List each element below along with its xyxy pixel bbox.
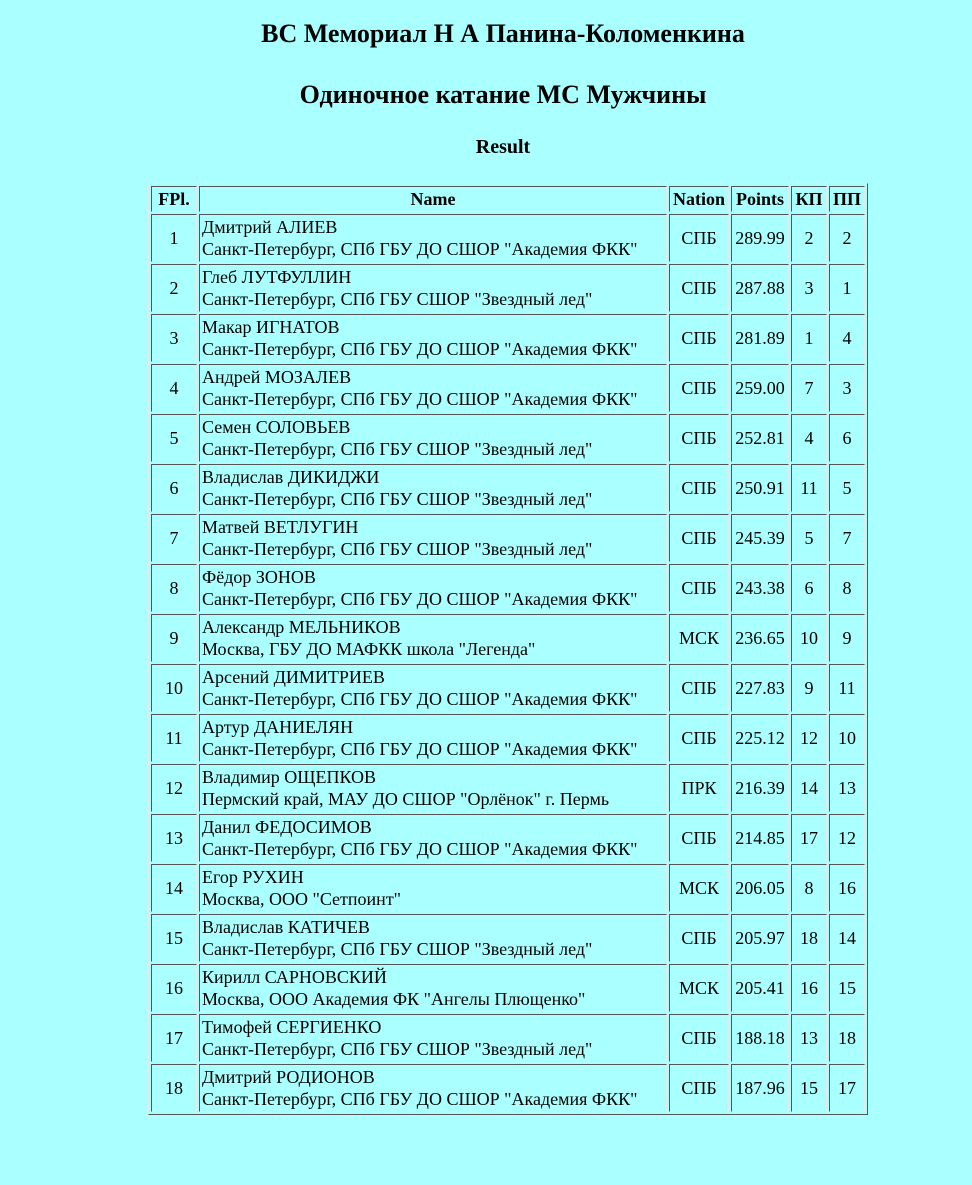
skater-name: Глеб ЛУТФУЛЛИН (202, 267, 352, 287)
pp-cell: 10 (829, 714, 865, 762)
table-row (151, 364, 865, 412)
nation-cell: СПБ (669, 814, 729, 862)
name-cell (199, 564, 667, 612)
place-cell: 18 (151, 1064, 197, 1112)
points-cell: 227.83 (731, 664, 789, 712)
nation-cell: СПБ (669, 314, 729, 362)
nation-cell: СПБ (669, 464, 729, 512)
skater-club: Пермский край, МАУ ДО СШОР "Орлёнок" г. Пермь (202, 789, 610, 809)
pp-cell: 8 (829, 564, 865, 612)
table-row (151, 514, 865, 562)
place-cell: 2 (151, 264, 197, 312)
skater-club: Санкт-Петербург, СПб ГБУ ДО СШОР "Академия ФКК" (202, 1089, 638, 1109)
column-header-fpl: FPl. (151, 186, 197, 212)
table-row (151, 614, 865, 662)
column-header-nation: Nation (669, 186, 729, 212)
place-cell: 16 (151, 964, 197, 1012)
pp-cell: 12 (829, 814, 865, 862)
name-cell (199, 1014, 667, 1062)
points-cell: 187.96 (731, 1064, 789, 1112)
skater-name: Данил ФЕДОСИМОВ (202, 817, 372, 837)
kp-cell: 13 (791, 1014, 827, 1062)
kp-cell: 7 (791, 364, 827, 412)
points-cell: 259.00 (731, 364, 789, 412)
skater-club: Санкт-Петербург, СПб ГБУ СШОР "Звездный лед" (202, 489, 593, 509)
skater-club: Санкт-Петербург, СПб ГБУ ДО СШОР "Академия ФКК" (202, 739, 638, 759)
skater-club: Санкт-Петербург, СПб ГБУ ДО СШОР "Академия ФКК" (202, 689, 638, 709)
place-cell: 15 (151, 914, 197, 962)
results-table (148, 183, 868, 1115)
skater-name: Матвей ВЕТЛУГИН (202, 517, 359, 537)
pp-cell: 14 (829, 914, 865, 962)
skater-name: Фёдор ЗОНОВ (202, 567, 316, 587)
pp-cell: 18 (829, 1014, 865, 1062)
name-cell (199, 664, 667, 712)
skater-name: Тимофей СЕРГИЕНКО (202, 1017, 382, 1037)
place-cell: 17 (151, 1014, 197, 1062)
nation-cell: СПБ (669, 1014, 729, 1062)
name-cell (199, 814, 667, 862)
name-cell (199, 864, 667, 912)
table-row (151, 1064, 865, 1112)
skater-club: Санкт-Петербург, СПб ГБУ СШОР "Звездный лед" (202, 539, 593, 559)
table-row (151, 1014, 865, 1062)
table-row (151, 764, 865, 812)
points-cell: 281.89 (731, 314, 789, 362)
points-cell: 287.88 (731, 264, 789, 312)
name-cell (199, 514, 667, 562)
skater-club: Москва, ООО Академия ФК "Ангелы Плющенко" (202, 989, 586, 1009)
points-cell: 245.39 (731, 514, 789, 562)
name-cell (199, 714, 667, 762)
name-cell (199, 614, 667, 662)
skater-club: Санкт-Петербург, СПб ГБУ СШОР "Звездный лед" (202, 939, 593, 959)
kp-cell: 9 (791, 664, 827, 712)
place-cell: 9 (151, 614, 197, 662)
name-cell (199, 1064, 667, 1112)
skater-club: Санкт-Петербург, СПб ГБУ ДО СШОР "Академия ФКК" (202, 339, 638, 359)
place-cell: 1 (151, 214, 197, 262)
nation-cell: СПБ (669, 564, 729, 612)
place-cell: 6 (151, 464, 197, 512)
skater-name: Артур ДАНИЕЛЯН (202, 717, 354, 737)
points-cell: 252.81 (731, 414, 789, 462)
pp-cell: 13 (829, 764, 865, 812)
pp-cell: 4 (829, 314, 865, 362)
nation-cell: СПБ (669, 914, 729, 962)
skater-name: Владимир ОЩЕПКОВ (202, 767, 377, 787)
column-header-name: Name (199, 186, 667, 212)
kp-cell: 10 (791, 614, 827, 662)
points-cell: 205.41 (731, 964, 789, 1012)
table-row (151, 914, 865, 962)
nation-cell: СПБ (669, 264, 729, 312)
skater-name: Дмитрий РОДИОНОВ (202, 1067, 375, 1087)
nation-cell: СПБ (669, 214, 729, 262)
name-cell (199, 314, 667, 362)
skater-club: Санкт-Петербург, СПб ГБУ ДО СШОР "Академия ФКК" (202, 389, 638, 409)
column-header-pp: ПП (829, 186, 865, 212)
name-cell (199, 264, 667, 312)
nation-cell: ПРК (669, 764, 729, 812)
table-header-row (151, 186, 865, 212)
name-cell (199, 364, 667, 412)
name-cell (199, 414, 667, 462)
pp-cell: 9 (829, 614, 865, 662)
points-cell: 216.39 (731, 764, 789, 812)
nation-cell: СПБ (669, 364, 729, 412)
skater-name: Александр МЕЛЬНИКОВ (202, 617, 401, 637)
place-cell: 5 (151, 414, 197, 462)
place-cell: 8 (151, 564, 197, 612)
kp-cell: 14 (791, 764, 827, 812)
points-cell: 236.65 (731, 614, 789, 662)
skater-club: Москва, ООО "Сетпоинт" (202, 889, 402, 909)
name-cell (199, 764, 667, 812)
points-cell: 188.18 (731, 1014, 789, 1062)
points-cell: 205.97 (731, 914, 789, 962)
table-row (151, 814, 865, 862)
table-row (151, 264, 865, 312)
skater-club: Санкт-Петербург, СПб ГБУ ДО СШОР "Академия ФКК" (202, 839, 638, 859)
table-row (151, 564, 865, 612)
kp-cell: 16 (791, 964, 827, 1012)
kp-cell: 3 (791, 264, 827, 312)
nation-cell: СПБ (669, 664, 729, 712)
table-row (151, 464, 865, 512)
points-cell: 289.99 (731, 214, 789, 262)
place-cell: 14 (151, 864, 197, 912)
table-row (151, 314, 865, 362)
place-cell: 4 (151, 364, 197, 412)
event-subtitle: Одиночное катание МС Мужчины (299, 80, 707, 109)
section-heading: Result (475, 136, 531, 158)
nation-cell: СПБ (669, 514, 729, 562)
column-header-points: Points (731, 186, 789, 212)
pp-cell: 15 (829, 964, 865, 1012)
name-cell (199, 914, 667, 962)
results-body (151, 214, 865, 1112)
pp-cell: 16 (829, 864, 865, 912)
page-title: ВС Мемориал Н А Панина-Коломенкина (261, 19, 745, 48)
pp-cell: 6 (829, 414, 865, 462)
kp-cell: 4 (791, 414, 827, 462)
nation-cell: МСК (669, 964, 729, 1012)
pp-cell: 7 (829, 514, 865, 562)
skater-club: Москва, ГБУ ДО МАФКК школа "Легенда" (202, 639, 536, 659)
points-cell: 250.91 (731, 464, 789, 512)
place-cell: 11 (151, 714, 197, 762)
table-row (151, 714, 865, 762)
place-cell: 12 (151, 764, 197, 812)
kp-cell: 8 (791, 864, 827, 912)
name-cell (199, 464, 667, 512)
kp-cell: 15 (791, 1064, 827, 1112)
nation-cell: СПБ (669, 714, 729, 762)
kp-cell: 11 (791, 464, 827, 512)
table-row (151, 664, 865, 712)
skater-club: Санкт-Петербург, СПб ГБУ ДО СШОР "Академия ФКК" (202, 589, 638, 609)
skater-name: Арсений ДИМИТРИЕВ (202, 667, 385, 687)
pp-cell: 1 (829, 264, 865, 312)
skater-club: Санкт-Петербург, СПб ГБУ СШОР "Звездный лед" (202, 439, 593, 459)
kp-cell: 6 (791, 564, 827, 612)
points-cell: 214.85 (731, 814, 789, 862)
kp-cell: 17 (791, 814, 827, 862)
skater-name: Егор РУХИН (202, 867, 304, 887)
table-row (151, 414, 865, 462)
skater-club: Санкт-Петербург, СПб ГБУ СШОР "Звездный лед" (202, 289, 593, 309)
place-cell: 13 (151, 814, 197, 862)
column-header-kp: КП (791, 186, 827, 212)
table-row (151, 214, 865, 262)
points-cell: 243.38 (731, 564, 789, 612)
pp-cell: 3 (829, 364, 865, 412)
nation-cell: МСК (669, 614, 729, 662)
points-cell: 206.05 (731, 864, 789, 912)
points-cell: 225.12 (731, 714, 789, 762)
place-cell: 7 (151, 514, 197, 562)
nation-cell: СПБ (669, 1064, 729, 1112)
pp-cell: 2 (829, 214, 865, 262)
pp-cell: 11 (829, 664, 865, 712)
skater-name: Андрей МОЗАЛЕВ (202, 367, 352, 387)
pp-cell: 17 (829, 1064, 865, 1112)
kp-cell: 5 (791, 514, 827, 562)
skater-name: Дмитрий АЛИЕВ (202, 217, 338, 237)
skater-club: Санкт-Петербург, СПб ГБУ СШОР "Звездный лед" (202, 1039, 593, 1059)
kp-cell: 2 (791, 214, 827, 262)
name-cell (199, 964, 667, 1012)
skater-name: Кирилл САРНОВСКИЙ (202, 967, 387, 987)
pp-cell: 5 (829, 464, 865, 512)
kp-cell: 18 (791, 914, 827, 962)
kp-cell: 1 (791, 314, 827, 362)
place-cell: 3 (151, 314, 197, 362)
table-row (151, 864, 865, 912)
skater-name: Семен СОЛОВЬЕВ (202, 417, 351, 437)
skater-name: Макар ИГНАТОВ (202, 317, 340, 337)
skater-name: Владислав ДИКИДЖИ (202, 467, 380, 487)
nation-cell: МСК (669, 864, 729, 912)
nation-cell: СПБ (669, 414, 729, 462)
skater-club: Санкт-Петербург, СПб ГБУ ДО СШОР "Академия ФКК" (202, 239, 638, 259)
place-cell: 10 (151, 664, 197, 712)
name-cell (199, 214, 667, 262)
table-row (151, 964, 865, 1012)
skater-name: Владислав КАТИЧЕВ (202, 917, 370, 937)
kp-cell: 12 (791, 714, 827, 762)
